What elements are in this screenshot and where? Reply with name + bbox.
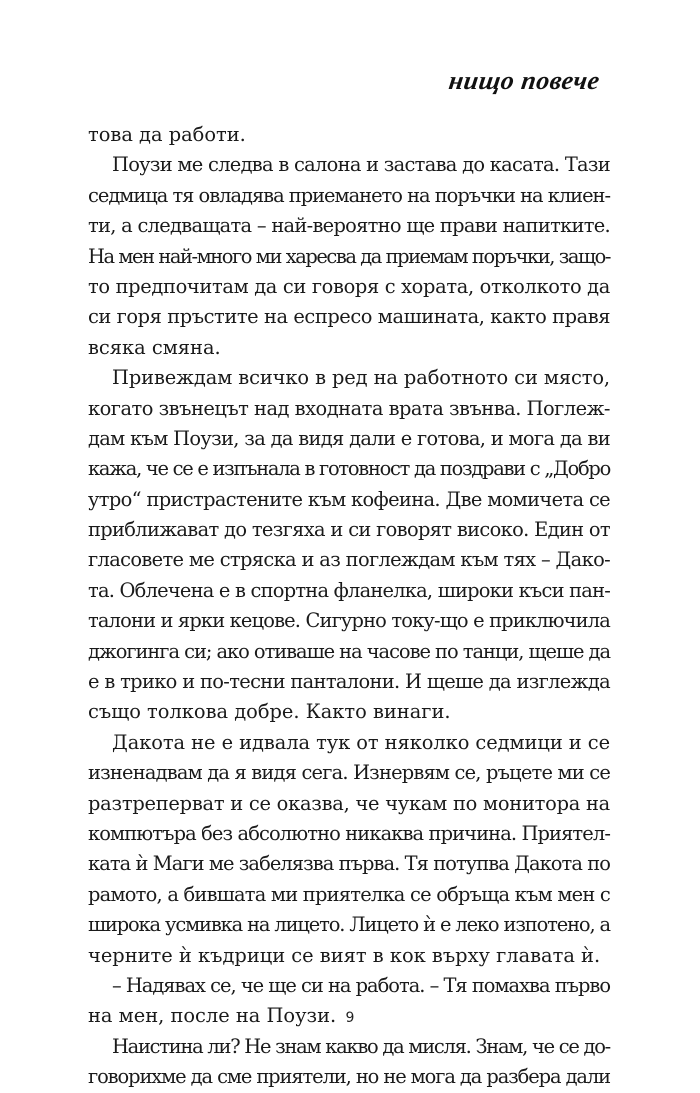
text-line: дам към Поузи, за да видя дали е готова, и мога да ви [88, 426, 610, 450]
text-line: черните ѝ къдрици се вият в кок върху главата ѝ. [88, 943, 601, 967]
text-line: на мен, после на Поузи. [88, 1004, 337, 1028]
text-line: рамото, а бившата ми приятелка се обръща към мен с [88, 882, 610, 906]
text-line: също толкова добре. Както винаги. [88, 700, 451, 724]
text-line: Привеждам всичко в ред на работното си място, [112, 366, 611, 390]
running-header: нищо повече [447, 66, 603, 95]
text-line: Поузи ме следва в салона и застава до касата. Тази [112, 153, 611, 177]
text-line: Дакота не е идвала тук от няколко седмици и се [112, 730, 611, 754]
text-line: Наистина ли? Не знам какво да мисля. Знам, че се до- [112, 1034, 610, 1058]
text-line: е в трико и по-тесни панталони. И щеше да изглежда [88, 670, 611, 694]
text-line: ти, а следващата – най-вероятно ще прави напитките. [88, 214, 611, 238]
text-line: – Надявах се, че ще си на работа. – Тя помахва първо [112, 973, 610, 997]
text-line: талони и ярки кецове. Сигурно току-що е приключила [88, 609, 610, 633]
text-line: гласовете ме стряска и аз поглеждам към тях – Дако- [88, 548, 611, 572]
text-line: всяка смяна. [88, 335, 221, 359]
text-line: ката ѝ Маги ме забелязва първа. Тя потупва Дакота по [88, 852, 610, 876]
text-line: приближават до тезгяха и си говорят високо. Един от [88, 518, 610, 542]
text-line: когато звънецът над входната врата звънва. Поглеж- [88, 396, 610, 420]
text-line: изненадвам да я видя сега. Изнервям се, ръцете ми се [88, 761, 610, 785]
text-line: утро“ пристрастените към кофеина. Две момичета се [88, 487, 610, 511]
text-line: джогинга си; ако отиваше на часове по танци, щеше да [88, 639, 610, 663]
text-line: широка усмивка на лицето. Лицето ѝ е леко изпотено, а [88, 913, 610, 937]
text-line: разтреперват и се оказва, че чукам по монитора на [88, 791, 611, 815]
page-number: 9 [345, 1010, 355, 1026]
text-line: говорихме да сме приятели, но не мога да разбера дали [88, 1065, 611, 1089]
text-line: На мен най-много ми харесва да приемам поръчки, защо- [88, 244, 610, 268]
text-line: то предпочитам да си говоря с хората, отколкото да [88, 274, 610, 298]
text-line: това да работи. [88, 123, 246, 146]
text-line: компютъра без абсолютно никаква причина. Приятел- [88, 821, 611, 845]
text-line: та. Облечена е в спортна фланелка, широки къси пан- [88, 578, 611, 602]
text-line: седмица тя овладява приемането на поръчки на клиен- [88, 183, 611, 207]
text-line: кажа, че се е изпънала в готовност да поздрави с „Добро [88, 457, 610, 481]
body-text [88, 120, 610, 1093]
text-line: си горя пръстите на еспресо машината, както правя [88, 305, 611, 329]
